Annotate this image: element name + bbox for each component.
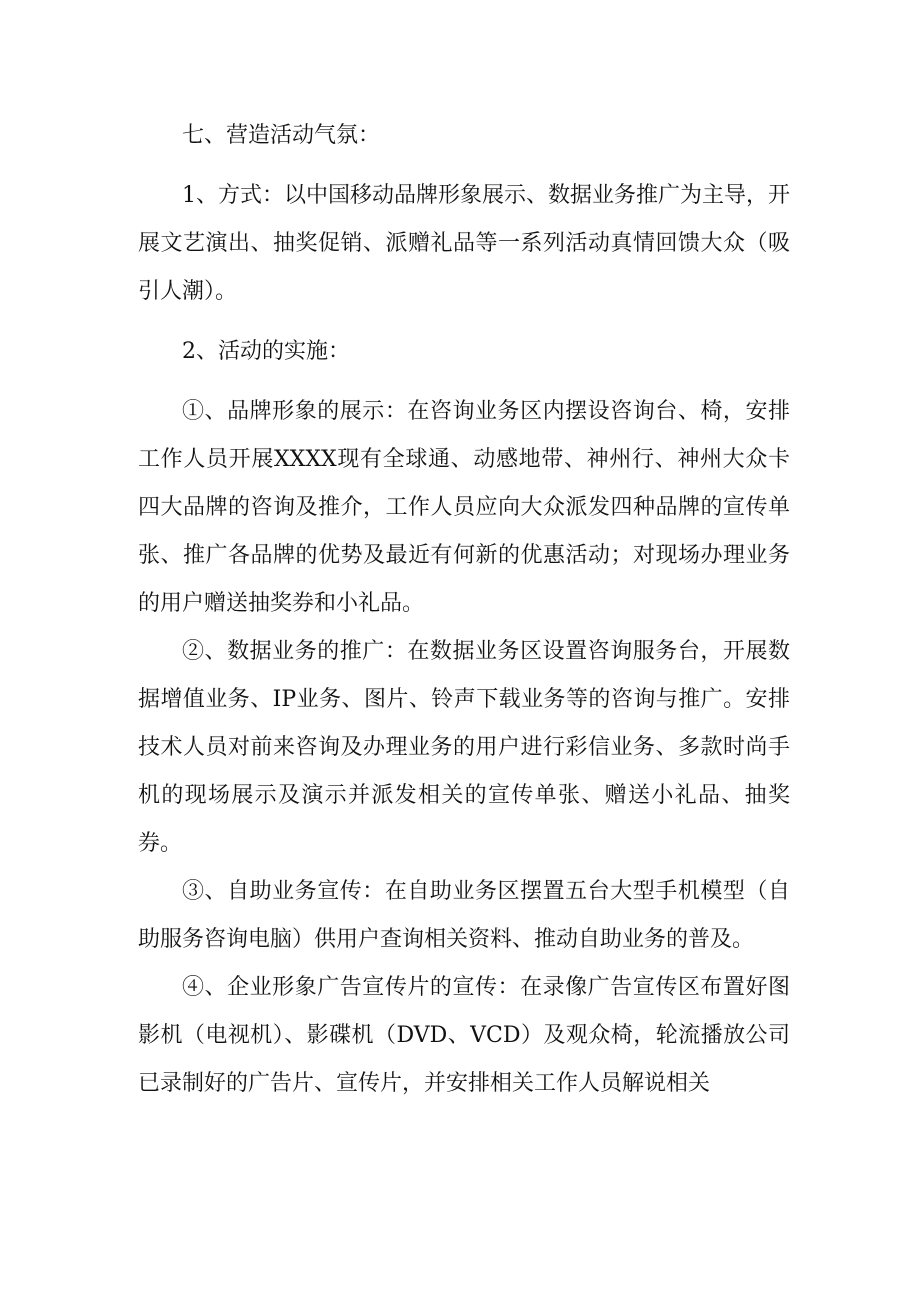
paragraph-data-service: ②、数据业务的推广：在数据业务区设置咨询服务台，开展数据增值业务、IP业务、图片、铃声下载业务等的咨询与推广。安排技术人员对前来咨询及办理业务的用户进行彩信业务、多款时尚手机的现场展示及演示并派发相关的宣传单张、赠送小礼品、抽奖券。 [138,639,790,856]
section-heading: 七、营造活动气氛： [182,123,381,148]
document-body [138,112,790,1108]
paragraph-self-service: ③、自助业务宣传：在自助业务区摆置五台大型手机模型（自助服务咨询电脑）供用户查询相关资料、推动自助业务的普及。 [138,879,790,952]
paragraph-method: 1、方式：以中国移动品牌形象展示、数据业务推广为主导，开展文艺演出、抽奖促销、派赠礼品等一系列活动真情回馈大众（吸引人潮）。 [138,183,790,304]
paragraph-implementation-heading: 2、活动的实施： [182,339,350,364]
paragraph-corporate-video: ④、企业形象广告宣传片的宣传：在录像广告宣传区布置好图影机（电视机）、影碟机（DVD、VCD）及观众椅，轮流播放公司已录制好的广告片、宣传片，并安排相关工作人员解说相关 [138,975,790,1096]
paragraph-brand-display: ①、品牌形象的展示：在咨询业务区内摆设咨询台、椅，安排工作人员开展XXXX现有全球通、动感地带、神州行、神州大众卡四大品牌的咨询及推介，工作人员应向大众派发四种品牌的宣传单张、推广各品牌的优势及最近有何新的优惠活动；对现场办理业务的用户赠送抽奖券和小礼品。 [138,399,790,616]
